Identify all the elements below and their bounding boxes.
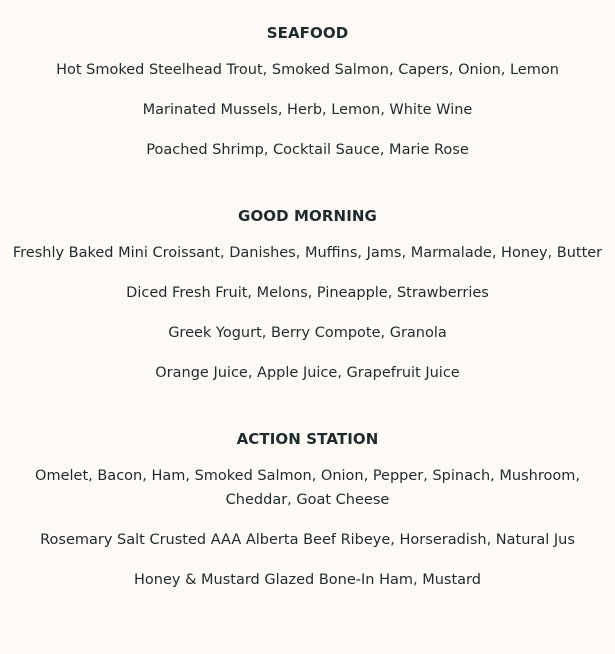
section-action-station [0, 429, 615, 592]
menu-item: Greek Yogurt, Berry Compote, Granola [168, 325, 447, 341]
section-seafood [0, 23, 615, 162]
menu-item: Diced Fresh Fruit, Melons, Pineapple, Strawberries [126, 285, 489, 301]
menu-item: Rosemary Salt Crusted AAA Alberta Beef Ribeye, Horseradish, Natural Jus [40, 532, 575, 548]
menu-item: Poached Shrimp, Cocktail Sauce, Marie Rose [146, 142, 469, 158]
section-heading: SEAFOOD [266, 24, 349, 42]
section-heading: GOOD MORNING [238, 207, 377, 225]
menu-item: Hot Smoked Steelhead Trout, Smoked Salmon, Capers, Onion, Lemon [56, 62, 559, 78]
menu-item: Orange Juice, Apple Juice, Grapefruit Juice [155, 365, 460, 381]
menu-item: Honey & Mustard Glazed Bone-In Ham, Mustard [134, 572, 481, 588]
menu-item: Freshly Baked Mini Croissant, Danishes, Muffins, Jams, Marmalade, Honey, Butter [12, 245, 603, 261]
menu-item: Marinated Mussels, Herb, Lemon, White Wine [142, 102, 473, 118]
section-good-morning [0, 206, 615, 385]
menu-item: Omelet, Bacon, Ham, Smoked Salmon, Onion, Pepper, Spinach, Mushroom, Cheddar, Goat Cheese [35, 468, 580, 508]
section-heading: ACTION STATION [236, 430, 379, 448]
